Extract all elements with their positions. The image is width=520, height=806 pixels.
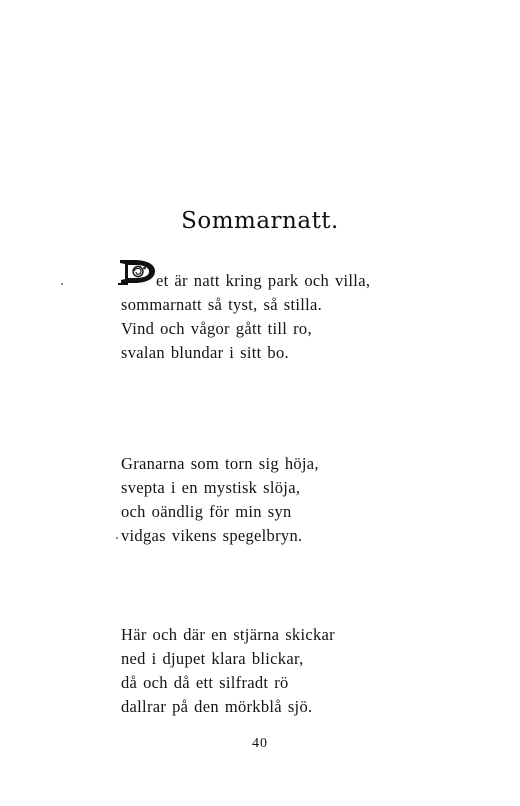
page-number: 40	[252, 736, 268, 751]
poem-title: Sommarnatt.	[181, 208, 339, 234]
stanza-2-line-1: Granarna som torn sig höja,	[121, 454, 319, 473]
ornamental-d-icon	[118, 256, 158, 286]
paper-speck	[116, 537, 118, 539]
stanza-3-line-4: dallrar på den mörkblå sjö.	[121, 697, 313, 716]
stanza-2-line-2: svepta i en mystisk slöja,	[121, 478, 301, 497]
stanza-3	[121, 623, 335, 719]
stanza-2-line-3: och oändlig för min syn	[121, 502, 292, 521]
stanza-1-line-4: svalan blundar i sitt bo.	[121, 343, 289, 362]
stanza-1-line-1-rest: et är natt kring park och villa,	[156, 271, 371, 290]
stanza-1-line-2: sommarnatt så tyst, så stilla.	[121, 295, 323, 314]
stanza-3-line-2: ned i djupet klara blickar,	[121, 649, 304, 668]
stanza-3-line-1: Här och där en stjärna skickar	[121, 625, 335, 644]
stanza-1-line-3: Vind och vågor gått till ro,	[121, 319, 312, 338]
ornamental-dropcap	[121, 269, 156, 293]
stanza-1-line-1	[121, 269, 370, 293]
stanza-2	[121, 452, 319, 548]
stanza-1	[121, 269, 370, 365]
stanza-3-line-3: då och då ett silfradt rö	[121, 673, 289, 692]
stanza-2-line-4: vidgas vikens spegelbryn.	[121, 526, 303, 545]
paper-speck	[61, 283, 63, 285]
